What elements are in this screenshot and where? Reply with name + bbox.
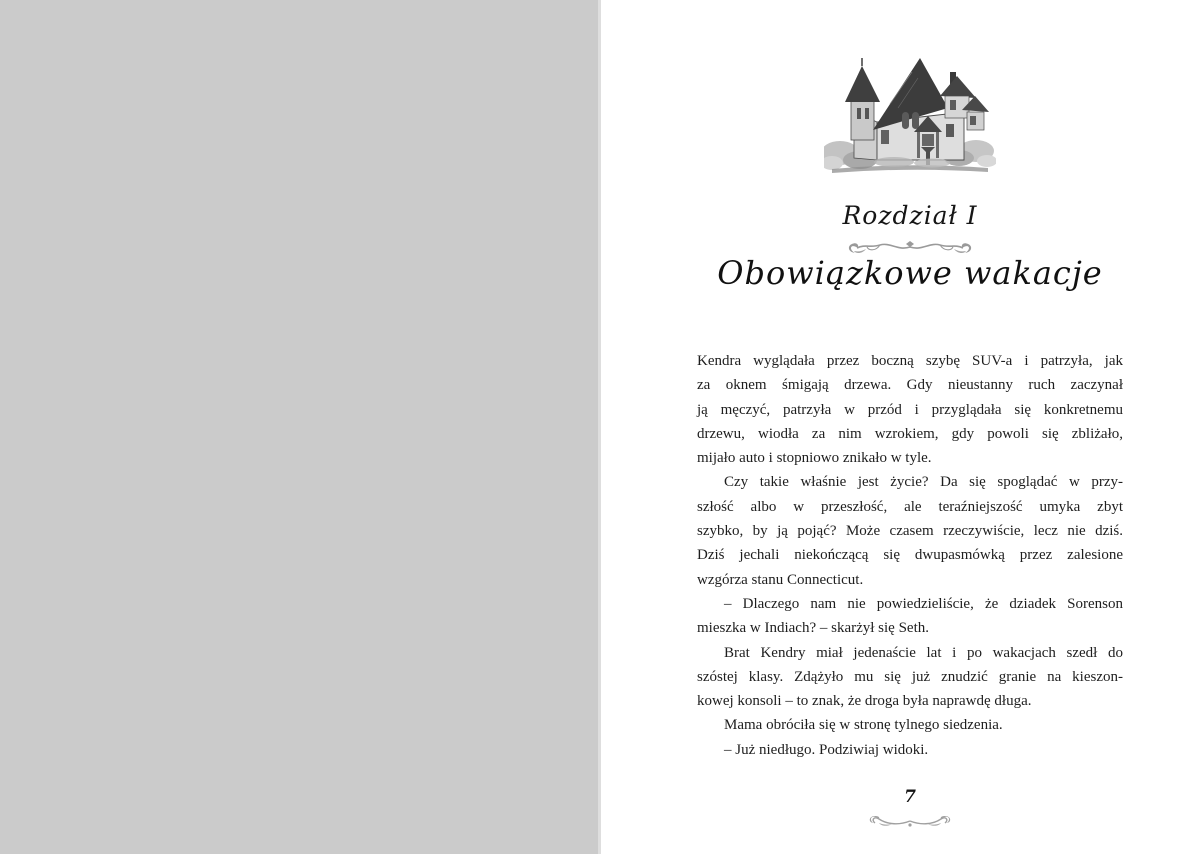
body-line: ją męczyć, patrzyła w przód i przyglądała się konkretnemu [697,401,1123,418]
page-number: 7 [904,787,916,807]
body-line: mijało auto i stopniowo znikało w tyle. [697,450,932,467]
right-page [601,0,1200,854]
body-line: drzewu, wiodła za nim wzrokiem, gdy powoli się zbliżało, [697,425,1123,442]
body-line: Mama obróciła się w stronę tylnego siedzenia. [724,717,1003,734]
body-line: Dziś jechali niekończącą się dwupasmówką przez zalesione [697,547,1123,564]
body-line: – Już niedługo. Podziwiaj widoki. [724,741,929,758]
victorian-mansion-icon [824,50,996,178]
chapter-illustration [697,50,1123,180]
body-text [697,349,1123,762]
body-line: szóstej klasy. Zdążyło mu się już znudzić granie na kieszon- [697,668,1123,685]
body-line: za oknem śmigają drzewa. Gdy nieustanny ruch zaczynał [697,377,1123,394]
paragraph [697,641,1123,714]
body-line: Kendra wyglądała przez boczną szybę SUV-a i patrzyła, jak [697,353,1123,369]
body-line: – Dlaczego nam nie powiedzieliście, że dziadek Sorenson [724,595,1123,612]
body-line: kowej konsoli – to znak, że droga była naprawdę długa. [697,693,1032,710]
leaf-flourish-footer-icon [697,812,1123,832]
paragraph [697,349,1123,470]
chapter-title: Obowiązkowe wakacje [717,254,1103,292]
body-line: wzgórza stanu Connecticut. [697,571,864,588]
paragraph [697,470,1123,591]
chapter-label: Rozdział I [842,201,978,230]
paragraph [697,713,1123,737]
body-line: Brat Kendry miał jedenaście lat i po wakacjach szedł do [724,644,1123,661]
body-line: Czy takie właśnie jest życie? Da się spoglądać w przy- [724,474,1123,491]
body-line: mieszka w Indiach? – skarżył się Seth. [697,620,930,637]
paragraph [697,738,1123,762]
body-line: szybko, by ją pojąć? Może czasem rzeczywiście, lecz nie dziś. [697,523,1123,540]
paragraph [697,592,1123,641]
body-line: szłość albo w przeszłość, ale teraźniejszość umyka zbyt [697,498,1123,515]
